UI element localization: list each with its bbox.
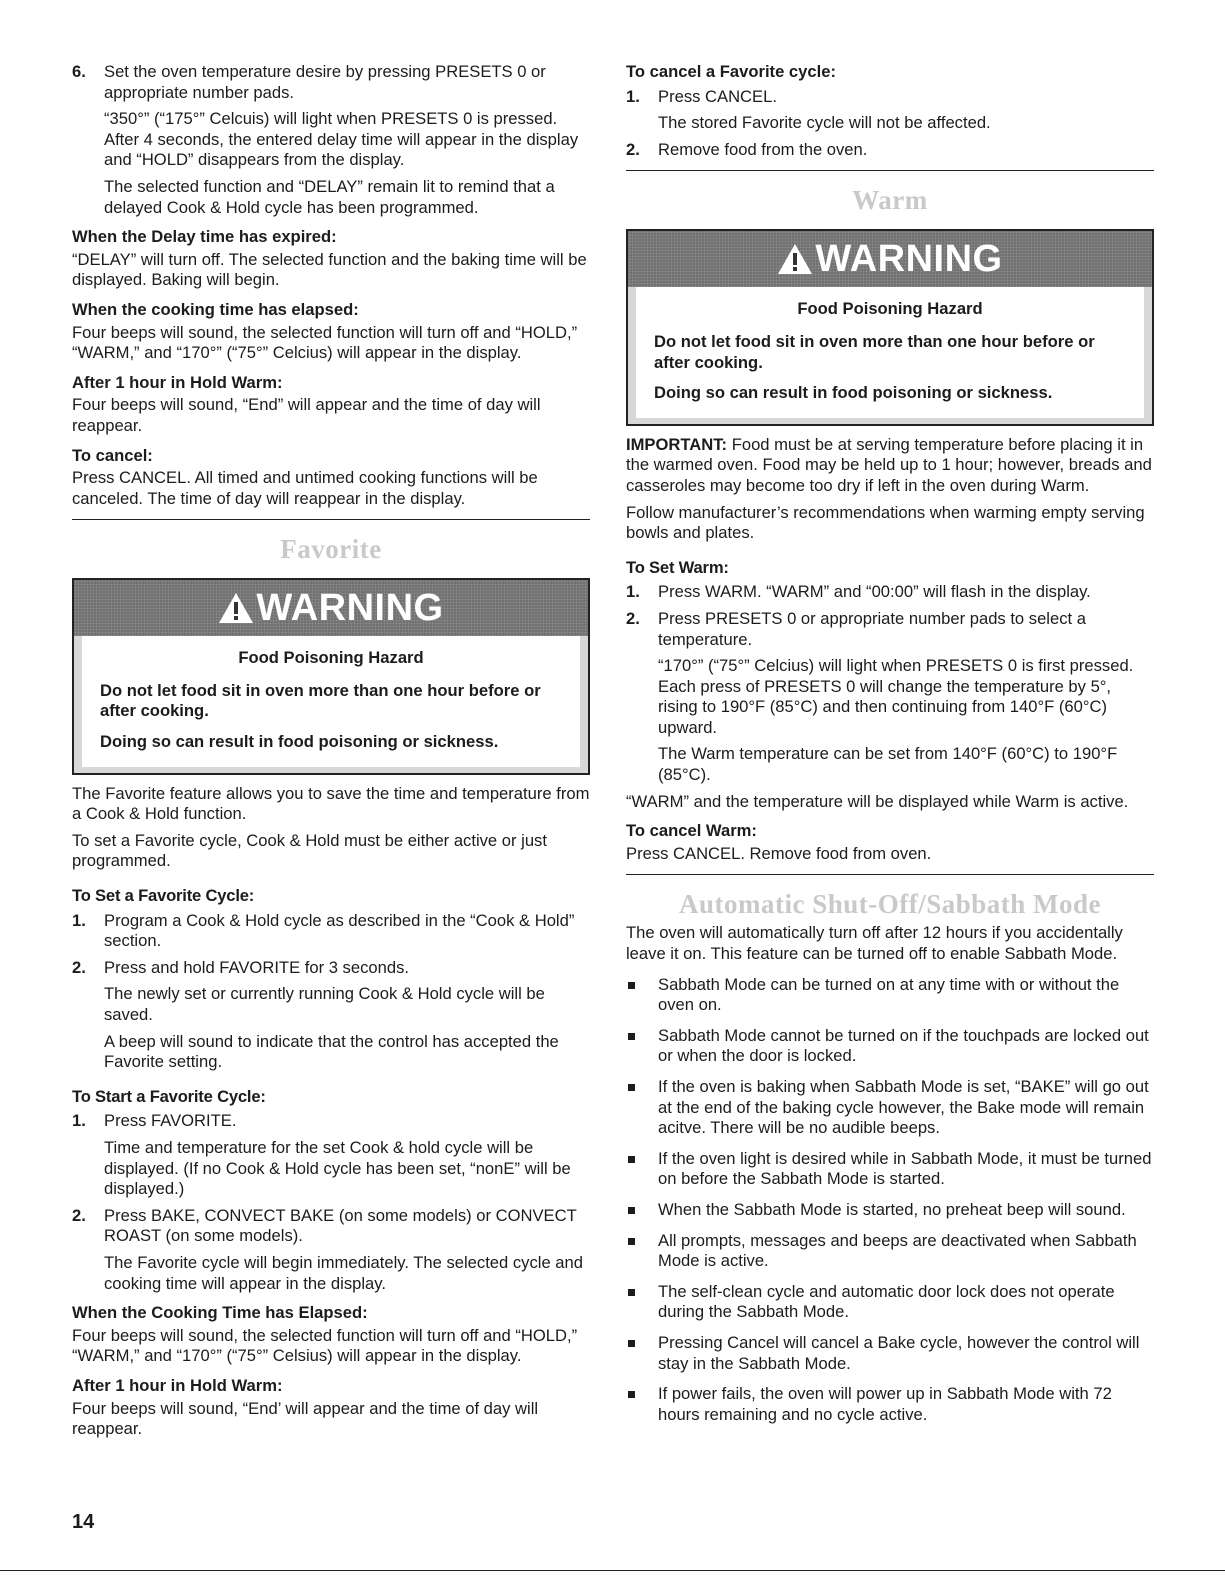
- step-number: 1.: [626, 86, 640, 106]
- warning-box: [626, 229, 1154, 425]
- warning-triangle-icon: [218, 592, 254, 624]
- step-6-note-1: “350°” (“175°” Celcuis) will light when PRESETS 0 is pressed. After 4 seconds, the entered delay time will appear in the display and “HOLD” disappears from the display.: [104, 109, 579, 170]
- set-favorite-note-2: A beep will sound to indicate that the control has accepted the Favorite setting.: [104, 1031, 559, 1072]
- list-item: When the Sabbath Mode is started, no preheat beep will sound.: [626, 1200, 1154, 1221]
- warning-hazard: Food Poisoning Hazard: [238, 648, 424, 668]
- step-text: Set the oven temperature desire by pressing PRESETS 0 or appropriate number pads.: [104, 62, 546, 102]
- warning-line-1: Do not let food sit in oven more than one hour before or after cooking.: [654, 331, 1095, 372]
- set-warm-step-2: [626, 609, 1154, 650]
- set-favorite-step-1: [72, 911, 590, 952]
- cancel-favorite-step-1: [626, 87, 1154, 108]
- warning-line-1: Do not let food sit in oven more than one hour before or after cooking.: [100, 680, 541, 721]
- step-text: Press BAKE, CONVECT BAKE (on some models) or CONVECT ROAST (on some models).: [104, 1205, 577, 1246]
- step-number: 1.: [72, 910, 86, 930]
- step-text: Press FAVORITE.: [104, 1111, 237, 1131]
- step-number: 1.: [72, 1111, 86, 1131]
- follow-text: Follow manufacturer’s recommendations when warming empty serving bowls and plates.: [626, 502, 1145, 543]
- bullet-icon: [628, 1207, 635, 1214]
- list-item: Sabbath Mode cannot be turned on if the touchpads are locked out or when the door is locked.: [626, 1026, 1154, 1067]
- sabbath-intro: The oven will automatically turn off after 12 hours if you accidentally leave it on. This feature can be turned off to enable Sabbath Mode.: [626, 923, 1123, 964]
- warning-line-2: Doing so can result in food poisoning or sickness.: [100, 732, 499, 752]
- list-item: If the oven is baking when Sabbath Mode is set, “BAKE” will go out at the end of the baking cycle however, the Bake mode will remain acitve. There will be no audible beeps.: [626, 1077, 1154, 1139]
- section-divider: [72, 519, 590, 520]
- set-favorite-heading: To Set a Favorite Cycle:: [72, 886, 255, 906]
- delay-expired-text: “DELAY” will turn off. The selected function and the baking time will be displayed. Baking will begin.: [72, 249, 587, 290]
- cancel-favorite-note: The stored Favorite cycle will not be affected.: [658, 113, 991, 133]
- step-number: 2.: [72, 957, 86, 977]
- warning-line-2: Doing so can result in food poisoning or sickness.: [654, 383, 1053, 403]
- cancel-warm-text: Press CANCEL. Remove food from oven.: [626, 843, 932, 863]
- list-item: All prompts, messages and beeps are deactivated when Sabbath Mode is active.: [626, 1231, 1154, 1272]
- section-divider: [626, 170, 1154, 171]
- step-number: 6.: [72, 62, 86, 81]
- bullet-icon: [628, 1391, 635, 1398]
- delay-expired-heading: When the Delay time has expired:: [72, 227, 337, 247]
- warning-hazard: Food Poisoning Hazard: [797, 299, 983, 319]
- bullet-icon: [628, 1084, 635, 1091]
- bullet-icon: [628, 1340, 635, 1347]
- step-text: Remove food from the oven.: [658, 139, 868, 159]
- warning-body: [628, 287, 1152, 423]
- sabbath-section-title: Automatic Shut-Off/Sabbath Mode: [678, 889, 1102, 920]
- start-favorite-step-1: [72, 1111, 590, 1132]
- set-warm-heading: To Set Warm:: [626, 557, 729, 577]
- step-number: 2.: [626, 608, 640, 628]
- step-text: Press WARM. “WARM” and “00:00” will flash in the display.: [658, 582, 1091, 602]
- set-warm-after: “WARM” and the temperature will be displayed while Warm is active.: [626, 791, 1129, 811]
- warning-banner: [74, 580, 588, 636]
- set-warm-note-1: “170°” (“75°” Celcius) will light when PRESETS 0 is first pressed. Each press of PRESETS 0 will change the temperature by 5°, rising to 190°F (85°C) and then continuing from 140°F (60°C) upward.: [658, 656, 1134, 737]
- list-item: Sabbath Mode can be turned on at any time with or without the oven on.: [626, 975, 1154, 1016]
- step-text: Press CANCEL.: [658, 86, 777, 106]
- list-item: The self-clean cycle and automatic door lock does not operate during the Sabbath Mode.: [626, 1282, 1154, 1323]
- bullet-icon: [628, 1289, 635, 1296]
- cancel-heading: To cancel:: [72, 445, 153, 465]
- cancel-warm-heading: To cancel Warm:: [626, 821, 757, 841]
- warning-box: [72, 578, 590, 774]
- cooking-elapsed-text-2: Four beeps will sound, the selected function will turn off and “HOLD,” “WARM,” and “170°” (“75°” Celsius) will appear in the display.: [72, 1325, 578, 1366]
- step-number: 1.: [626, 582, 640, 602]
- favorite-section-title: Favorite: [280, 534, 382, 565]
- step-text: Press and hold FAVORITE for 3 seconds.: [104, 957, 409, 977]
- step-6: [72, 62, 590, 103]
- warning-label: WARNING: [815, 238, 1003, 281]
- after-hour-heading: After 1 hour in Hold Warm:: [72, 372, 283, 392]
- cooking-elapsed-text: Four beeps will sound, the selected function will turn off and “HOLD,” “WARM,” and “170°” (“75°” Celcius) will appear in the display.: [72, 322, 578, 363]
- set-warm-step-1: [626, 582, 1154, 603]
- important-text: Food must be at serving temperature before placing it in the warmed oven. Food may be held up to 1 hour; however, breads and casseroles may become too dry if left in the oven during Warm.: [626, 434, 1152, 495]
- cancel-favorite-step-2: [626, 140, 1154, 161]
- step-number: 2.: [626, 139, 640, 159]
- warm-section-title: Warm: [852, 185, 928, 216]
- step-number: 2.: [72, 1205, 86, 1225]
- step-6-note-2: The selected function and “DELAY” remain lit to remind that a delayed Cook & Hold cycle has been programmed.: [104, 176, 555, 217]
- cancel-favorite-heading: To cancel a Favorite cycle:: [626, 62, 836, 81]
- step-text: Press PRESETS 0 or appropriate number pads to select a temperature.: [658, 608, 1086, 649]
- important-label: IMPORTANT:: [626, 434, 728, 454]
- warning-body: [74, 636, 588, 772]
- bullet-icon: [628, 1238, 635, 1245]
- start-favorite-step-2: [72, 1206, 590, 1247]
- warning-banner: [628, 231, 1152, 287]
- start-favorite-note-2: The Favorite cycle will begin immediately. The selected cycle and cooking time will appear in the display.: [104, 1252, 583, 1293]
- page-number: 14: [72, 1511, 95, 1533]
- cooking-elapsed-heading-2: When the Cooking Time has Elapsed:: [72, 1303, 368, 1323]
- start-favorite-note-1: Time and temperature for the set Cook & hold cycle will be displayed. (If no Cook & Hold cycle has been set, “nonE” will be displayed.): [104, 1137, 571, 1199]
- section-divider: [626, 874, 1154, 875]
- left-column: [72, 62, 590, 1440]
- footer-rule: [0, 1570, 1225, 1571]
- favorite-intro-1: The Favorite feature allows you to save the time and temperature from a Cook & Hold function.: [72, 783, 590, 824]
- step-text: Program a Cook & Hold cycle as described in the “Cook & Hold” section.: [104, 910, 575, 951]
- set-favorite-note-1: The newly set or currently running Cook & Hold cycle will be saved.: [104, 984, 545, 1024]
- list-item: Pressing Cancel will cancel a Bake cycle, however the control will stay in the Sabbath Mode.: [626, 1333, 1154, 1374]
- list-item: If the oven light is desired while in Sabbath Mode, it must be turned on before the Sabbath Mode is started.: [626, 1149, 1154, 1190]
- right-column: [626, 62, 1154, 1425]
- after-hour-heading-2: After 1 hour in Hold Warm:: [72, 1375, 283, 1395]
- cancel-text: Press CANCEL. All timed and untimed cooking functions will be canceled. The time of day will reappear in the display.: [72, 468, 538, 508]
- set-warm-note-2: The Warm temperature can be set from 140°F (60°C) to 190°F (85°C).: [658, 744, 1118, 785]
- warning-label: WARNING: [256, 587, 444, 630]
- cooking-elapsed-heading: When the cooking time has elapsed:: [72, 299, 359, 319]
- list-item: If power fails, the oven will power up in Sabbath Mode with 72 hours remaining and no cycle active.: [626, 1384, 1154, 1425]
- important-note: [626, 435, 1154, 497]
- favorite-intro-2: To set a Favorite cycle, Cook & Hold must be either active or just programmed.: [72, 830, 547, 871]
- bullet-icon: [628, 1156, 635, 1163]
- after-hour-text: Four beeps will sound, “End” will appear and the time of day will reappear.: [72, 395, 541, 435]
- bullet-icon: [628, 1033, 635, 1040]
- after-hour-text-2: Four beeps will sound, “End’ will appear and the time of day will reappear.: [72, 1398, 539, 1439]
- set-favorite-step-2: [72, 958, 590, 979]
- sabbath-bullet-list: [626, 975, 1154, 1426]
- bullet-icon: [628, 982, 635, 989]
- start-favorite-heading: To Start a Favorite Cycle:: [72, 1086, 266, 1106]
- warning-triangle-icon: [777, 243, 813, 275]
